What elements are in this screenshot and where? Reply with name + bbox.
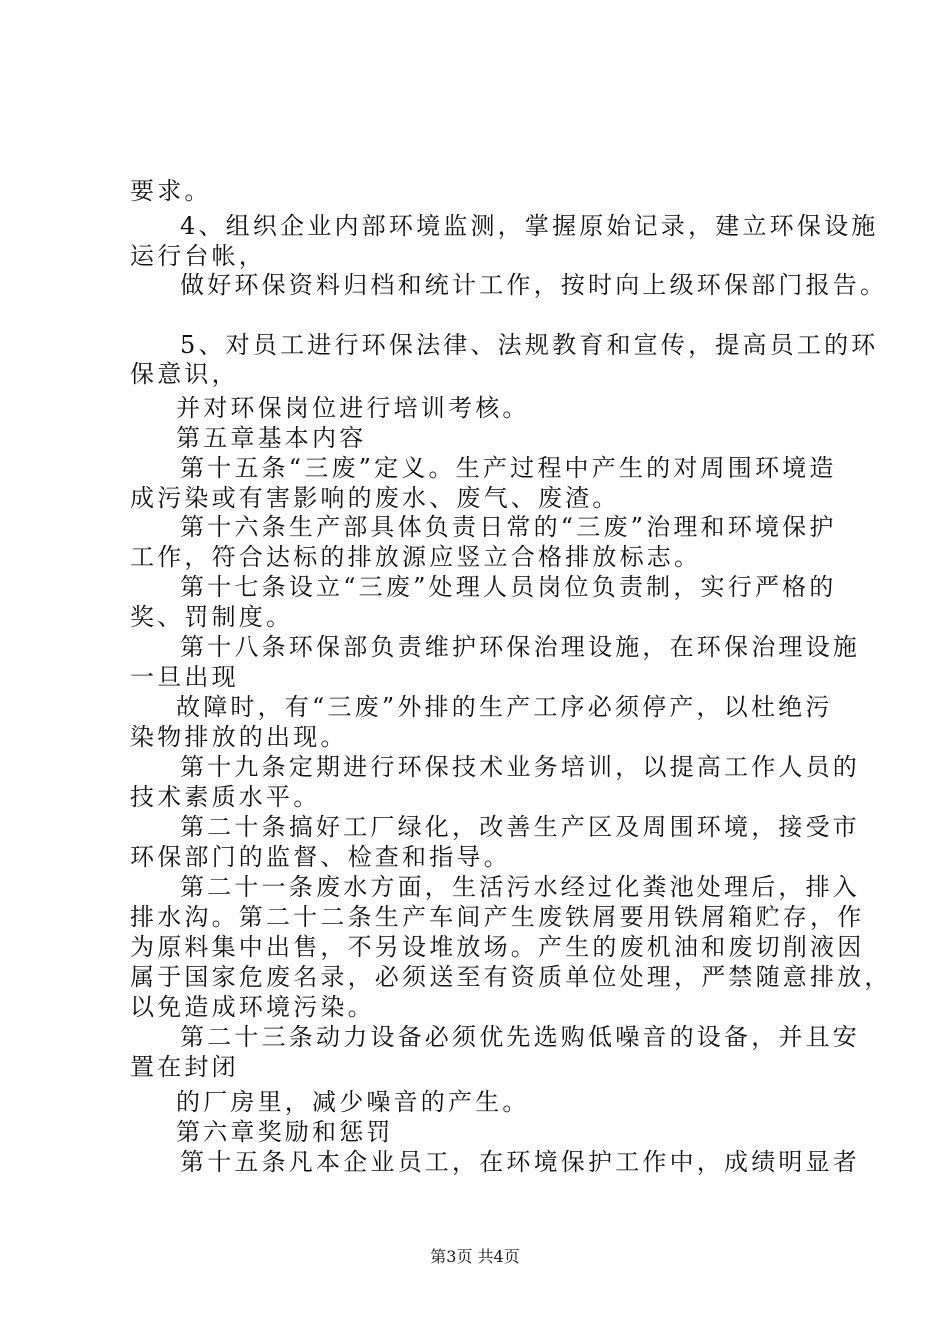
text-line: 运行台帐，: [130, 242, 266, 270]
text-line: 第十五条凡本企业员工，在环境保护工作中，成绩明显者: [180, 1148, 860, 1176]
text-line: 一旦出现: [130, 663, 239, 691]
text-line: 第十八条环保部负责维护环保治理设施，在环保治理设施: [180, 633, 860, 661]
text-line: 要求。: [130, 177, 212, 205]
text-line: 第十九条定期进行环保技术业务培训，以提高工作人员的: [180, 753, 860, 781]
text-line: 以免造成环境污染。: [130, 993, 375, 1021]
text-line: 染物排放的出现。: [130, 723, 348, 751]
text-line: 第十七条设立“三废”处理人员岗位负责制，实行严格的: [180, 573, 837, 601]
chapter-heading: 第六章奖励和惩罚: [176, 1118, 394, 1146]
text-line: 的厂房里，减少噪音的产生。: [176, 1088, 530, 1116]
text-line: 置在封闭: [130, 1053, 239, 1081]
text-line: 排水沟。第二十二条生产车间产生废铁屑要用铁屑箱贮存，作: [130, 903, 865, 931]
text-line: 4、组织企业内部环境监测，掌握原始记录，建立环保设施: [180, 212, 879, 240]
text-line: 5、对员工进行环保法律、法规教育和宣传，提高员工的环: [180, 331, 879, 359]
text-line: 属于国家危废名录，必须送至有资质单位处理，严禁随意排放，: [130, 963, 892, 991]
text-line: 第十五条“三废”定义。生产过程中产生的对周围环境造: [180, 454, 837, 482]
chapter-heading: 第五章基本内容: [176, 424, 367, 452]
text-line: 做好环保资料归档和统计工作，按时向上级环保部门报告。: [180, 271, 888, 299]
text-line: 第二十条搞好工厂绿化，改善生产区及周围环境，接受市: [180, 813, 860, 841]
text-line: 第二十三条动力设备必须优先选购低噪音的设备，并且安: [180, 1023, 860, 1051]
text-line: 故障时，有“三废”外排的生产工序必须停产，以杜绝污: [176, 693, 833, 721]
text-line: 奖、罚制度。: [130, 603, 294, 631]
page-number-footer: 第3页 共4页: [430, 1247, 520, 1266]
text-line: 保意识，: [130, 360, 239, 388]
text-line: 环保部门的监督、检查和指导。: [130, 843, 511, 871]
text-line: 第十六条生产部具体负责日常的“三废”治理和环境保护: [180, 513, 837, 541]
text-line: 成污染或有害影响的废水、废气、废渣。: [130, 484, 620, 512]
text-line: 技术素质水平。: [130, 783, 321, 811]
text-line: 工作，符合达标的排放源应竖立合格排放标志。: [130, 543, 702, 571]
text-line: 第二十一条废水方面，生活污水经过化粪池处理后，排入: [180, 873, 860, 901]
text-line: 为原料集中出售，不另设堆放场。产生的废机油和废切削液因: [130, 933, 865, 961]
text-line: 并对环保岗位进行培训考核。: [176, 394, 530, 422]
